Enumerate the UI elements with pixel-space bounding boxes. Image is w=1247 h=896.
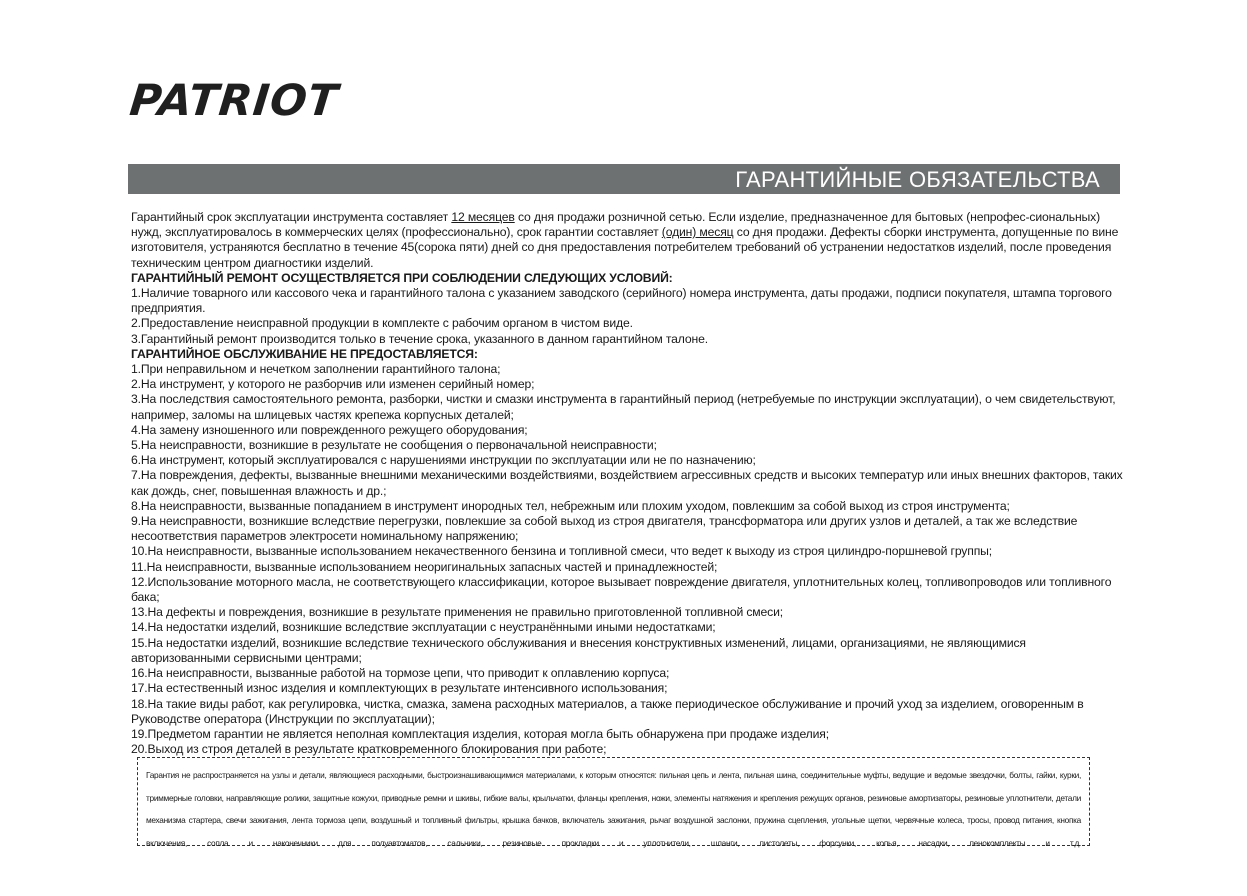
consumables-notice: Гарантия не распространяется на узлы и детали, являющиеся расходными, быстроизнашивающимися материалами, к которым относятся: пильная цепь и лента, пильная шина, соединительные муфты, ведущие и ведомые звездочки, болты, гайки, курки, триммерные головки, направляющие ролики, защитные кожухи, приводные ремни и шкивы, гибкие валы, крыльчатки, фланцы крепления, ножи, элементы натяжения и крепления режущих органов, резиновые амортизаторы, резиновые уплотнители, детали механизма стартера, свечи зажигания, лента тормоза цепи, воздушный и топливный фильтры, крышка бачков, включатель зажигания, рычаг воздушной заслонки, пружина сцепления, угольные щетки, червячные колеса, тросы, провод питания, кнопка включения, сопла и наконечники для полуавтоматов, сальники, резиновые прокладки и уплотнители, шланги, пистолеты, форсунки, копья, насадки, пенокомплекты и т.д.	[137, 757, 1090, 846]
page-title: ГАРАНТИЙНЫЕ ОБЯЗАТЕЛЬСТВА	[128, 164, 1120, 194]
exclusion-item: 11.На неисправности, вызванные использованием неоригинальных запасных частей и принадлежностей;	[131, 559, 718, 574]
exclusion-item: 16.На неисправности, вызванные работой на тормозе цепи, что приводит к оплавлению корпуса;	[131, 666, 670, 681]
exclusion-item: 1.При неправильном и нечетком заполнении гарантийного талона;	[131, 362, 501, 377]
exclusion-item: 8.На неисправности, вызванные попаданием в инструмент инородных тел, небрежным или плохим уходом, повлекшим за собой выход из строя инструмента;	[131, 498, 1010, 513]
warranty-term: 12 месяцев	[451, 210, 515, 224]
exclusion-item: 4.На замену изношенного или поврежденного режущего оборудования;	[131, 422, 528, 437]
exclusion-item: 3.На последствия самостоятельного ремонта, разборки, чистки и смазки инструмента в гарантийный период (нетребуемые по инструкции эксплуатации), о чем свидетельствуют, например, заломы на шлицевых частях крепежа корпусных деталей;	[131, 392, 1116, 422]
exclusion-item: 20.Выход из строя деталей в результате кратковременного блокирования при работе;	[131, 742, 607, 757]
exclusion-item: 14.На недостатки изделий, возникшие вследствие эксплуатации с неустранёнными иными недостатками;	[131, 620, 716, 635]
brand-logo: PATRIOT	[127, 76, 341, 126]
condition-item: 3.Гарантийный ремонт производится только в течение срока, указанного в данном гарантийном талоне.	[131, 331, 708, 346]
exclusion-item: 15.На недостатки изделий, возникшие вследствие технического обслуживания и внесения конструктивных изменений, лицами, организациями, не являющимися авторизованными сервисными центрами;	[131, 635, 1026, 665]
exclusion-item: 13.На дефекты и повреждения, возникшие в результате применения не правильно приготовленной топливной смеси;	[131, 605, 783, 620]
conditions-heading: ГАРАНТИЙНЫЙ РЕМОНТ ОСУЩЕСТВЛЯЕТСЯ ПРИ СОБЛЮДЕНИИ СЛЕДУЮЩИХ УСЛОВИЙ:	[131, 270, 673, 285]
exclusion-item: 9.На неисправности, возникшие вследствие перегрузки, повлекшие за собой выход из строя двигателя, трансформатора или других узлов и деталей, а так же вследствие несоответствия параметров электросети номинальному напряжению;	[131, 514, 1078, 544]
exclusion-item: 18.На такие виды работ, как регулировка, чистка, смазка, замена расходных материалов, а также периодическое обслуживание и прочий уход за изделием, оговоренным в Руководстве оператора (Инструкции по эксплуатации);	[131, 696, 1084, 726]
exclusion-item: 5.На неисправности, возникшие в результате не сообщения о первоначальной неисправности;	[131, 438, 657, 453]
intro-paragraph: Гарантийный срок эксплуатации инструмента составляет 12 месяцев со дня продажи розничной сетью. Если изделие, предназначенное для бытовых (непрофес-сиональных) нужд, эксплуатировалось в коммерческих целях (профессионально), срок гарантии составляет (один) месяц со дня продажи. Дефекты сборки инструмента, допущенные по вине изготовителя, устраняются бесплатно в течение 45(сорока пяти) дней со дня предоставления потребителем требований об устранении недостатков изделий, после проведения техническим центром диагностики изделий.	[131, 210, 1119, 270]
exclusion-item: 7.На повреждения, дефекты, вызванные внешними механическими воздействиями, воздействием агрессивных средств и высоких температур или иных внешних факторов, таких как дождь, снег, повышенная влажность и др.;	[131, 468, 1123, 498]
exclusion-item: 17.На естественный износ изделия и комплектующих в результате интенсивного использования;	[131, 681, 668, 696]
exclusion-item: 6.На инструмент, который эксплуатировался с нарушениями инструкции по эксплуатации или не по назначению;	[131, 453, 756, 468]
commercial-warranty-term: (один) месяц	[661, 225, 734, 240]
exclusion-item: 12.Использование моторного масла, не соответствующего классификации, которое вызывает повреждение двигателя, уплотнительных колец, топливопроводов или топливного бака;	[131, 574, 1112, 605]
exclusion-item: 2.На инструмент, у которого не разборчив или изменен серийный номер;	[131, 377, 535, 392]
warranty-text	[131, 210, 1123, 757]
exclusion-item: 19.Предметом гарантии не является неполная комплектация изделия, которая могла быть обнаружена при продаже изделия;	[131, 726, 829, 741]
exclusions-heading: ГАРАНТИЙНОЕ ОБСЛУЖИВАНИЕ НЕ ПРЕДОСТАВЛЯЕТСЯ:	[131, 346, 478, 361]
condition-item: 1.Наличие товарного или кассового чека и гарантийного талона с указанием заводского (серийного) номера инструмента, даты продажи, подписи покупателя, штампа торгового предприятия.	[131, 286, 1112, 316]
condition-item: 2.Предоставление неисправной продукции в комплекте с рабочим органом в чистом виде.	[131, 316, 633, 331]
exclusion-item: 10.На неисправности, вызванные использованием некачественного бензина и топливной смеси, что ведет к выходу из строя цилиндро-поршневой группы;	[131, 544, 992, 559]
